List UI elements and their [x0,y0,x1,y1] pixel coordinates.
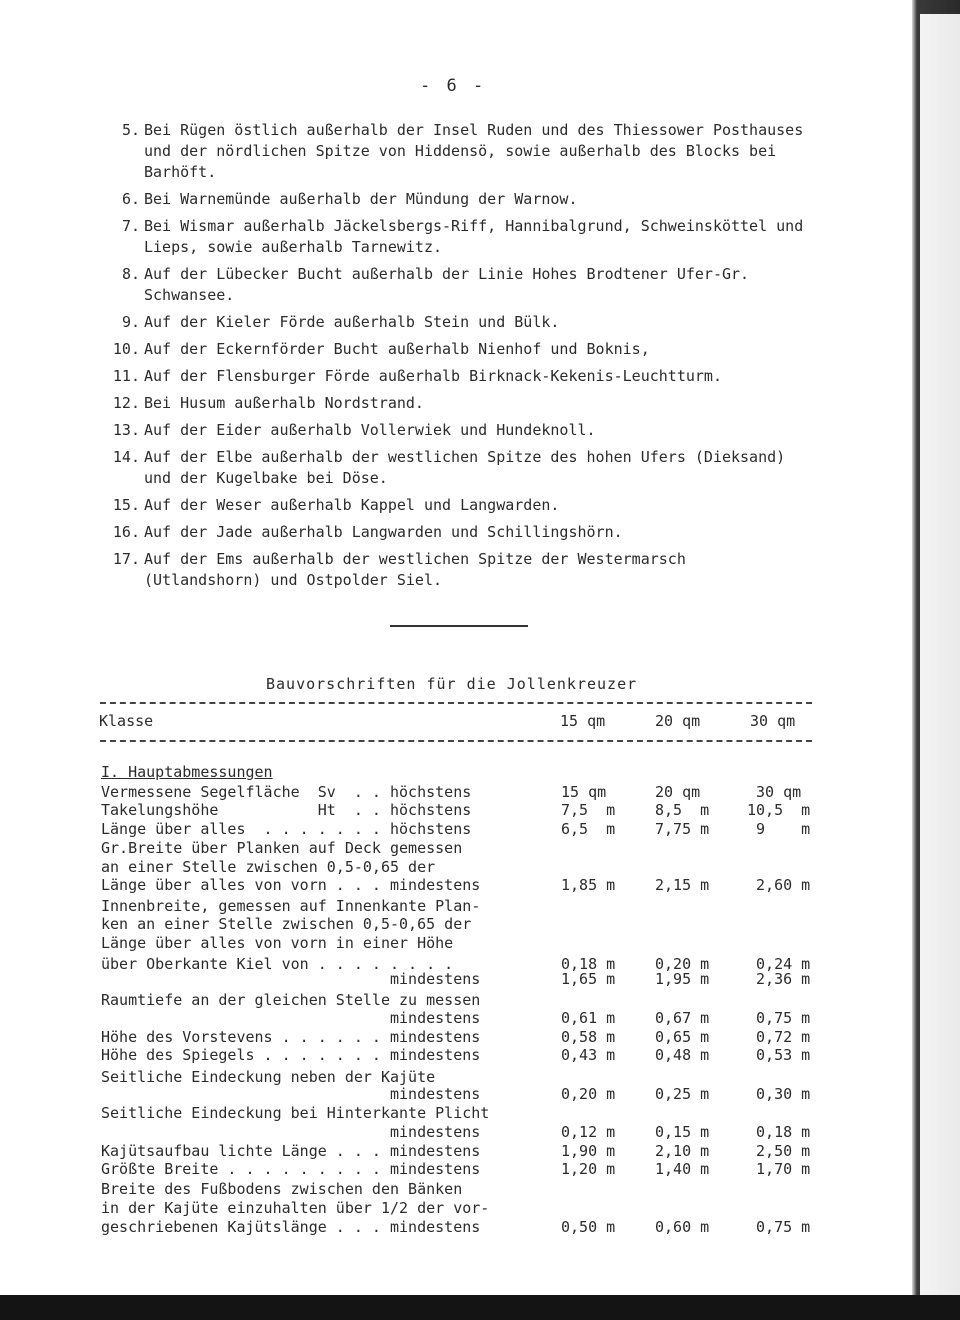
spec-value-20qm: 2,10 m [655,1142,710,1160]
spec-value-30qm: 0,75 m [747,1009,811,1027]
spec-row-label: Takelungshöhe Ht . . höchstens [101,801,472,819]
list-item-text: Auf der Eckernförder Bucht außerhalb Nienhof und Boknis, [144,340,650,358]
spec-value-30qm: 0,75 m [747,1218,811,1236]
spec-value-30qm: 0,30 m [747,1085,811,1103]
spec-value-20qm: 0,67 m [655,1009,710,1027]
spec-value-15qm: 0,50 m [561,1218,616,1236]
spec-row-label: mindestens [101,970,481,988]
spec-value-30qm: 2,50 m [747,1142,811,1160]
list-item-number: 16. [112,523,140,541]
spec-row [101,1104,821,1123]
spec-value-30qm: 9 m [747,820,811,838]
spec-row-label: Länge über alles . . . . . . . höchstens [101,820,472,838]
spec-row-label: Höhe des Vorstevens . . . . . . mindestens [101,1028,481,1046]
spec-value-20qm: 0,60 m [655,1218,710,1236]
spec-row [101,1180,821,1199]
spec-row [101,783,821,802]
spec-value-20qm: 8,5 m [655,801,710,819]
spec-value-15qm: 7,5 m [561,801,616,819]
spec-value-30qm: 0,72 m [747,1028,811,1046]
list-item-text: Auf der Jade außerhalb Langwarden und Schillingshörn. [144,523,623,541]
spec-row-label: Länge über alles von vorn . . . mindestens [101,876,481,894]
spec-row-label: Seitliche Eindeckung bei Hinterkante Plicht [101,1104,490,1122]
table-header-rule [100,740,812,742]
list-item [104,495,804,516]
spec-row [101,1123,821,1142]
spec-value-15qm: 1,65 m [561,970,616,988]
header-30qm: 30 qm [750,712,796,730]
spec-row [101,820,821,839]
spec-value-15qm: 0,18 m [561,955,616,973]
spec-row-label: Raumtiefe an der gleichen Stelle zu messen [101,991,481,1009]
spec-row-label: Vermessene Segelfläche Sv . . höchstens [101,783,472,801]
spec-row [101,839,821,858]
spec-value-20qm: 0,48 m [655,1046,710,1064]
spec-value-30qm: 2,36 m [747,970,811,988]
list-item [104,549,804,591]
spec-row [101,1160,821,1179]
spec-value-30qm: 0,18 m [747,1123,811,1141]
spec-row [101,1085,821,1104]
header-klasse: Klasse [99,712,154,730]
page-number: - 6 - [420,76,487,96]
list-item-text: Auf der Ems außerhalb der westlichen Spitze der Westermarsch (Utlandshorn) und Ostpolder Siel. [144,550,686,589]
spec-row [101,801,821,820]
list-item-text: Bei Wismar außerhalb Jäckelsbergs-Riff, Hannibalgrund, Schweinsköttel und Lieps, sowie außerhalb Tarnewitz. [144,217,804,256]
list-item-text: Bei Rügen östlich außerhalb der Insel Ruden und des Thiessower Posthauses und der nördlichen Spitze von Hiddensö, sowie außerhalb des Blocks bei Barhöft. [144,121,804,181]
spec-value-20qm: 0,65 m [655,1028,710,1046]
spec-title: Bauvorschriften für die Jollenkreuzer [266,675,638,693]
spec-row-label: Breite des Fußbodens zwischen den Bänken [101,1180,463,1198]
spec-row-label: Gr.Breite über Planken auf Deck gemessen [101,839,463,857]
header-20qm: 20 qm [655,712,701,730]
spec-value-30qm: 0,53 m [747,1046,811,1064]
scan-bottom-border [0,1295,960,1320]
list-item [104,366,804,387]
list-item-text: Bei Husum außerhalb Nordstrand. [144,394,424,412]
list-item-number: 8. [121,265,140,283]
list-item-text: Bei Warnemünde außerhalb der Mündung der Warnow. [144,190,578,208]
spec-row [101,1046,821,1065]
spec-value-30qm: 0,24 m [747,955,811,973]
list-item-text: Auf der Lübecker Bucht außerhalb der Linie Hohes Brodtener Ufer-Gr. Schwansee. [144,265,750,304]
spec-value-30qm: 30 qm [747,783,802,801]
spec-row [101,915,821,934]
list-item [104,189,804,210]
spec-row [101,858,821,877]
spec-row [101,1142,821,1161]
spec-value-30qm: 2,60 m [747,876,811,894]
list-item-number: 6. [121,190,140,208]
spec-row [101,897,821,916]
spec-value-20qm: 20 qm [655,783,701,801]
spec-row-label: Seitliche Eindeckung neben der Kajüte [101,1068,436,1086]
section-heading: I. Hauptabmessungen [101,763,273,781]
spec-value-20qm: 0,20 m [655,955,710,973]
spec-value-15qm: 0,61 m [561,1009,616,1027]
location-list [104,120,804,597]
spec-row-label: Kajütsaufbau lichte Länge . . . mindestens [101,1142,481,1160]
table-top-rule [100,702,812,704]
spec-value-20qm: 1,95 m [655,970,710,988]
spec-row-label: Länge über alles von vorn in einer Höhe [101,934,454,952]
list-item [104,339,804,360]
spec-value-30qm: 10,5 m [747,801,811,819]
spec-row [101,1218,821,1237]
spec-value-15qm: 0,43 m [561,1046,616,1064]
spec-row-label: Höhe des Spiegels . . . . . . . mindestens [101,1046,481,1064]
spec-row-label: in der Kajüte einzuhalten über 1/2 der vor- [101,1199,490,1217]
list-item-text: Auf der Eider außerhalb Vollerwiek und Hundeknoll. [144,421,596,439]
spec-row-label: mindestens [101,1123,481,1141]
spec-row-label: mindestens [101,1009,481,1027]
list-item-number: 5. [121,121,140,139]
list-item-number: 10. [112,340,140,358]
spec-value-15qm: 0,12 m [561,1123,616,1141]
list-item-text: Auf der Elbe außerhalb der westlichen Spitze des hohen Ufers (Dieksand) und der Kugelbake bei Döse. [144,448,786,487]
list-item-number: 11. [112,367,140,385]
spec-row [101,876,821,895]
spec-row-label: an einer Stelle zwischen 0,5-0,65 der [101,858,436,876]
spec-row-label: über Oberkante Kiel von . . . . . . . . [101,955,454,973]
spec-value-20qm: 7,75 m [655,820,710,838]
list-item-number: 13. [112,421,140,439]
list-item [104,264,804,306]
spec-value-15qm: 1,90 m [561,1142,616,1160]
spec-row [101,1199,821,1218]
list-item-text: Auf der Flensburger Förde außerhalb Birknack-Kekenis-Leuchtturm. [144,367,722,385]
list-item-text: Auf der Weser außerhalb Kappel und Langwarden. [144,496,560,514]
spec-row [101,1009,821,1028]
list-item [104,312,804,333]
spec-value-15qm: 1,85 m [561,876,616,894]
page-edge [920,14,960,1295]
list-item-text: Auf der Kieler Förde außerhalb Stein und Bülk. [144,313,560,331]
spec-value-20qm: 1,40 m [655,1160,710,1178]
spec-row-label: Größte Breite . . . . . . . . . mindestens [101,1160,481,1178]
spec-row-label: mindestens [101,1085,481,1103]
spec-row [101,991,821,1010]
spec-value-15qm: 0,58 m [561,1028,616,1046]
list-item [104,120,804,183]
list-item-number: 17. [112,550,140,568]
spec-value-20qm: 0,15 m [655,1123,710,1141]
spec-value-15qm: 0,20 m [561,1085,616,1103]
list-item-number: 15. [112,496,140,514]
spec-value-30qm: 1,70 m [747,1160,811,1178]
list-item-number: 12. [112,394,140,412]
spec-row-label: Innenbreite, gemessen auf Innenkante Plan- [101,897,481,915]
section-divider [390,625,528,627]
spec-row [101,970,821,989]
list-item [104,522,804,543]
list-item [104,393,804,414]
list-item-number: 7. [121,217,140,235]
spec-value-20qm: 2,15 m [655,876,710,894]
list-item-number: 9. [121,313,140,331]
list-item [104,447,804,489]
spec-value-15qm: 6,5 m [561,820,616,838]
list-item [104,216,804,258]
spec-value-15qm: 15 qm [561,783,607,801]
spec-row-label: geschriebenen Kajütslänge . . . mindestens [101,1218,481,1236]
spec-row-label: ken an einer Stelle zwischen 0,5-0,65 der [101,915,472,933]
list-item [104,420,804,441]
header-15qm: 15 qm [560,712,606,730]
spec-row [101,934,821,953]
spec-value-20qm: 0,25 m [655,1085,710,1103]
spec-value-15qm: 1,20 m [561,1160,616,1178]
spec-row [101,1028,821,1047]
list-item-number: 14. [112,448,140,466]
